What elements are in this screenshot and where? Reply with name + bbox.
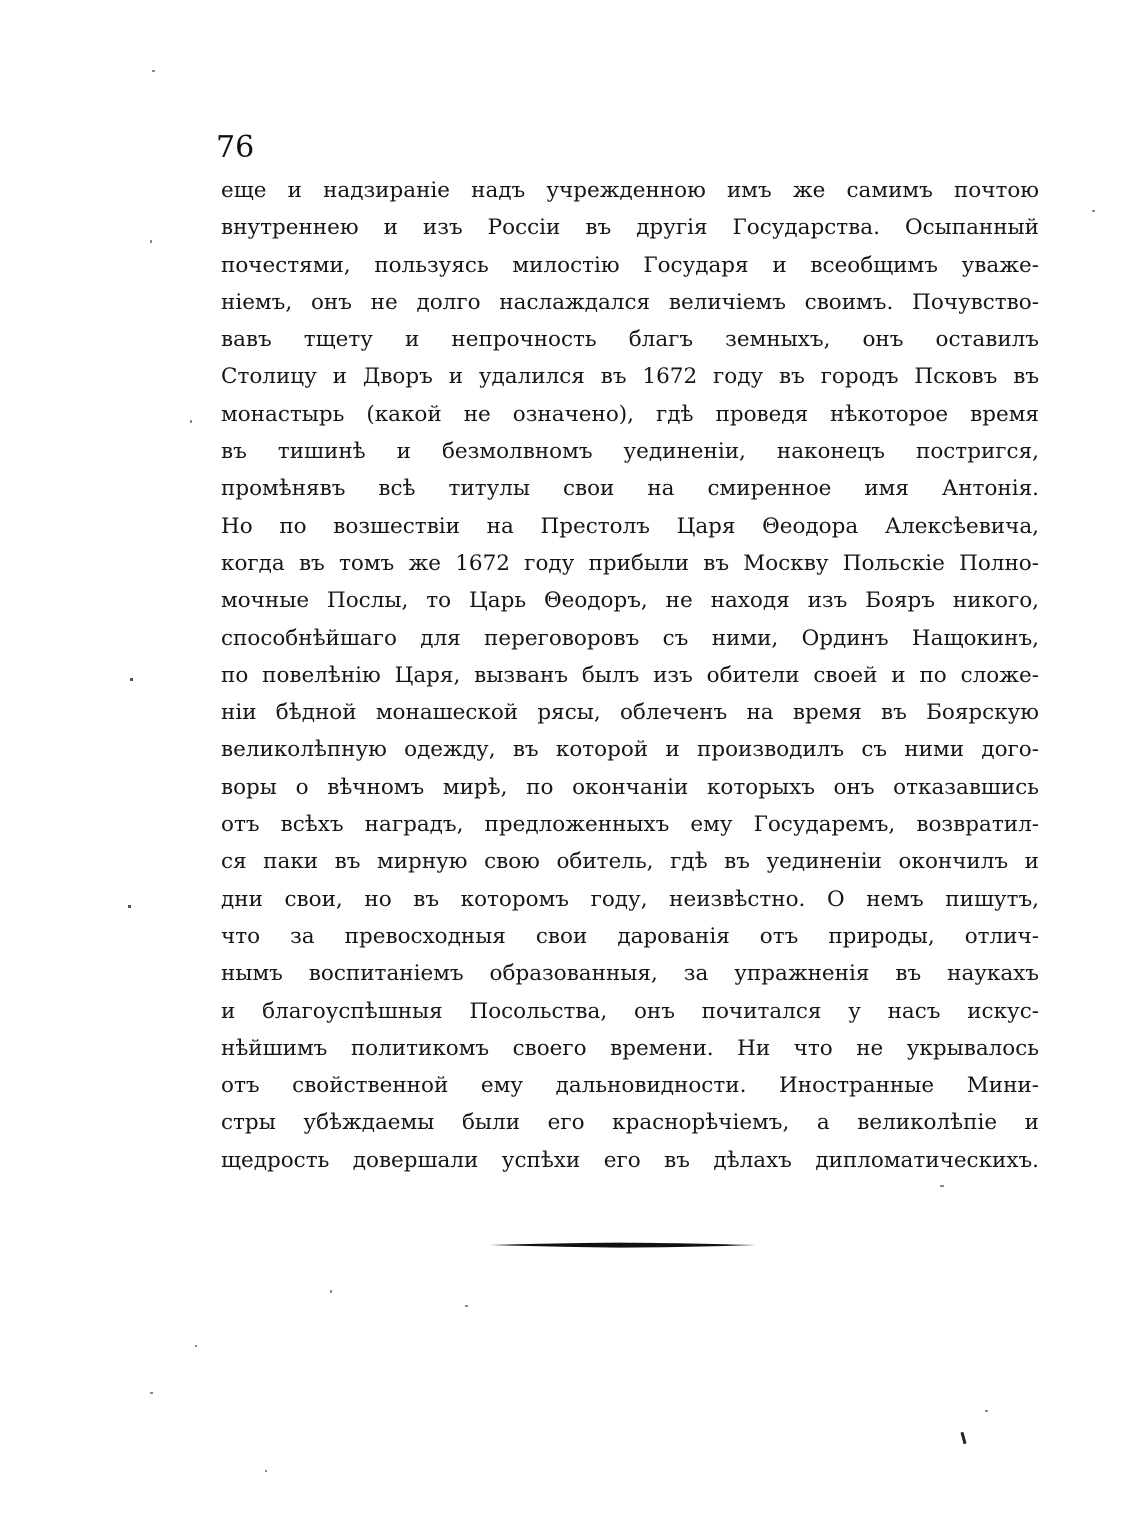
text-line: отъ свойственной ему дальновидности. Иностранные Мини- [221, 1073, 1039, 1099]
text-line: внутреннею и изъ Россiи въ другiя Государства. Осыпанный [221, 215, 1039, 241]
text-line: способнѣйшаго для переговоровъ съ ними, Ординъ Нащокинъ, [221, 625, 1039, 651]
text-line: въ тишинѣ и безмолвномъ уединенiи, наконецъ постригся, [221, 439, 1039, 465]
scan-speck [1092, 210, 1095, 212]
text-line: по повелѣнiю Царя, вызванъ былъ изъ обители своей и по сложе- [221, 662, 1039, 688]
text-line: стры убѣждаемы были его краснорѣчiемъ, а великолѣпiе и [221, 1110, 1039, 1136]
text-line: монастырь (какой не означено), гдѣ проведя нѣкоторое время [221, 401, 1039, 427]
text-line: и благоуспѣшныя Посольства, онъ почитался у насъ искус- [221, 998, 1039, 1024]
scan-speck [150, 1392, 153, 1394]
scan-speck [960, 1432, 966, 1444]
text-line: нiи бѣдной монашеской рясы, облеченъ на время въ Боярскую [221, 700, 1039, 726]
text-line: нѣйшимъ политикомъ своего времени. Ни что не укрывалось [221, 1035, 1039, 1061]
body-text [221, 172, 1039, 1179]
text-line: вавъ тщету и непрочность благъ земныхъ, онъ оставилъ [221, 327, 1039, 353]
scan-speck [190, 420, 192, 423]
text-line: воры о вѣчномъ мирѣ, по окончанiи которыхъ онъ отказавшись [221, 774, 1039, 800]
text-line: великолѣпную одежду, въ которой и производилъ съ ними дого- [221, 737, 1039, 763]
text-line: когда въ томъ же 1672 году прибыли въ Москву Польскiе Полно- [221, 550, 1039, 576]
scan-speck [195, 1345, 197, 1347]
scan-speck [150, 240, 152, 243]
text-line: щедрость довершали успѣхи его въ дѣлахъ дипломатическихъ. [221, 1147, 1039, 1173]
scan-speck [130, 678, 133, 681]
text-line: нымъ воспитанiемъ образованныя, за упражненiя въ наукахъ [221, 961, 1039, 987]
scan-speck [940, 1185, 944, 1187]
scan-speck [985, 1410, 988, 1412]
text-line: мочные Послы, то Царь Θеодоръ, не находя изъ Бояръ никого, [221, 588, 1039, 614]
text-line: Столицу и Дворъ и удалился въ 1672 году въ городъ Псковъ въ [221, 364, 1039, 390]
text-line: что за превосходныя свои дарованiя отъ природы, отлич- [221, 923, 1039, 949]
text-line: почестями, пользуясь милостiю Государя и всеобщимъ уваже- [221, 252, 1039, 278]
text-line: Но по возшествiи на Престолъ Царя Θеодора Алексѣевича, [221, 513, 1039, 539]
scan-speck [465, 1305, 468, 1307]
text-line: нiемъ, онъ не долго наслаждался величiемъ своимъ. Почувство- [221, 289, 1039, 315]
text-line: промѣнявъ всѣ титулы свои на смиренное имя Антонiя. [221, 476, 1039, 502]
text-line: еще и надзиранie надъ учрежденною имъ же самимъ почтою [221, 178, 1039, 203]
scan-speck [152, 70, 155, 72]
text-line: дни свои, но въ которомъ году, неизвѣстно. О немъ пишутъ, [221, 886, 1039, 912]
end-rule [490, 1240, 756, 1250]
scan-speck [128, 905, 131, 908]
page-number: 76 [216, 130, 255, 165]
text-line: ся паки въ мирную свою обитель, гдѣ въ уединенiи окончилъ и [221, 849, 1039, 875]
text-line: отъ всѣхъ наградъ, предложенныхъ ему Государемъ, возвратил- [221, 812, 1039, 838]
scan-speck [265, 1470, 267, 1472]
scan-speck [330, 1290, 332, 1293]
